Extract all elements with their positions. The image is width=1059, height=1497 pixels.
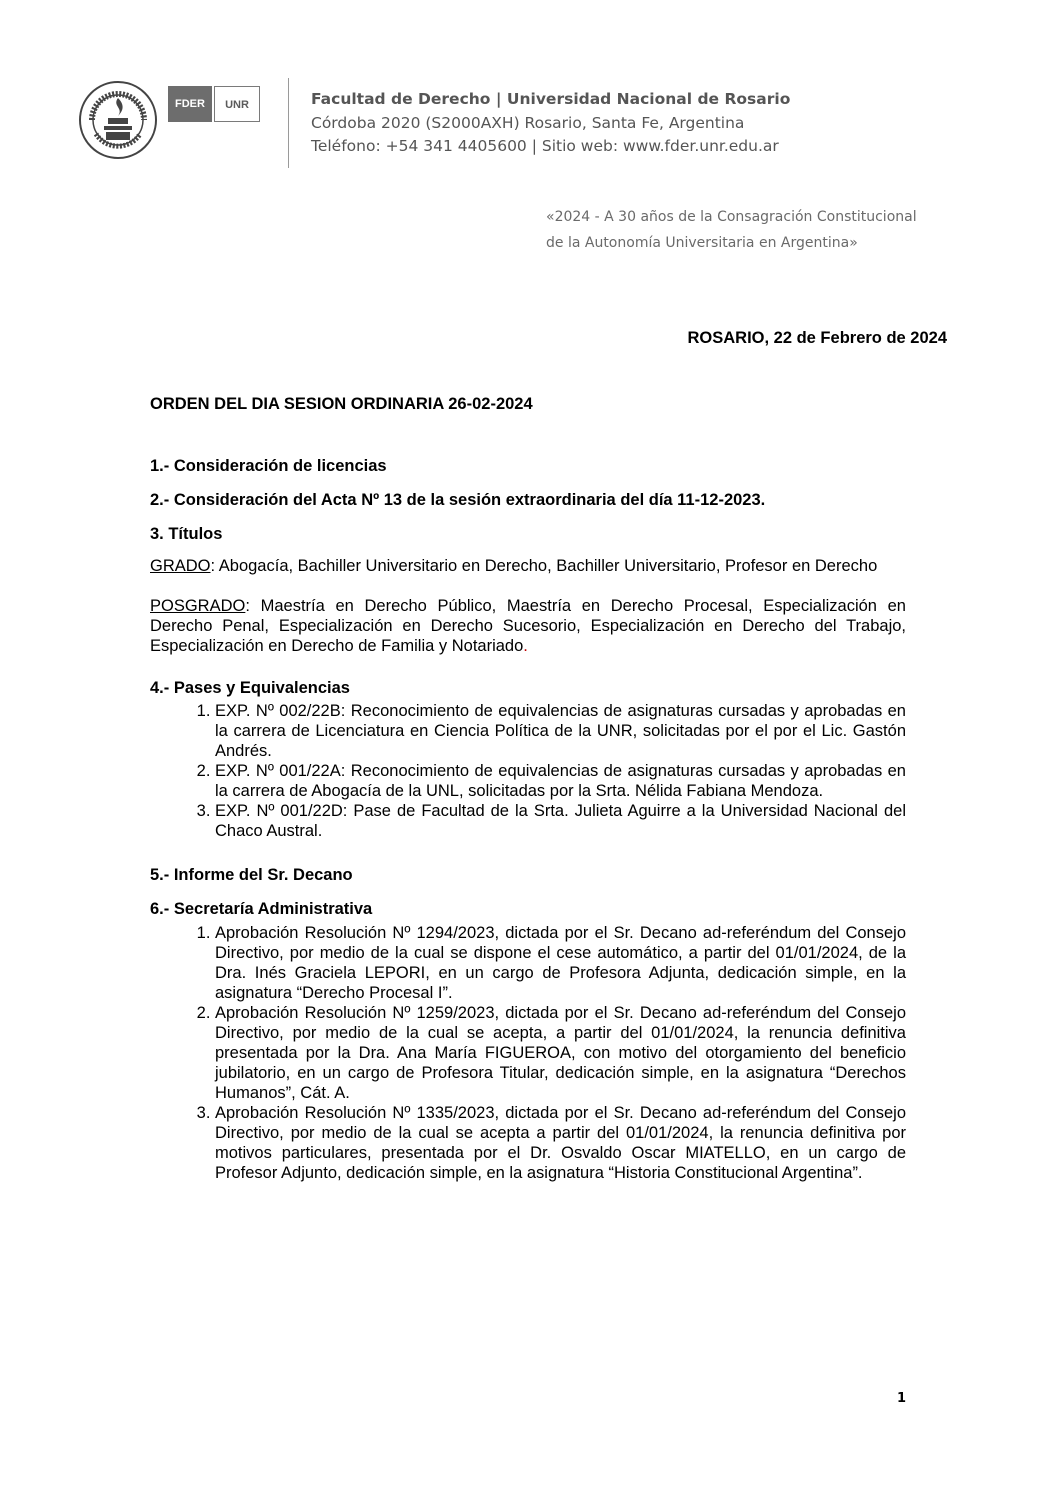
grado-label: GRADO — [150, 557, 211, 575]
posgrado-paragraph — [150, 596, 906, 656]
posgrado-label: POSGRADO — [150, 597, 246, 615]
section-4-heading: 4.- Pases y Equivalencias — [150, 679, 350, 697]
fder-badge: FDER — [168, 86, 212, 122]
list-item: 2. Aprobación Resolución Nº 1259/2023, dictada por el Sr. Decano ad-referéndum del Consejo Directivo, por medio de la cual se acepta, a partir del 01/01/2024, la renuncia definitiva presentada por la Dra. Ana María FIGUEROA, con motivo del otorgamiento del beneficio jubilatorio, en un cargo de Profesora Titular, dedicación simple, en la asignatura “Derechos Humanos”, Cát. A. — [215, 1003, 906, 1103]
institution-contact: Teléfono: +54 341 4405600 | Sitio web: www.fder.unr.edu.ar — [311, 137, 779, 155]
motto-line-1: «2024 - A 30 años de la Consagración Constitucional — [546, 209, 917, 225]
document-body — [150, 394, 906, 1183]
grado-text: : Abogacía, Bachiller Universitario en Derecho, Bachiller Universitario, Profesor en Derecho — [210, 557, 878, 575]
year-motto — [546, 204, 976, 256]
list-item: 1. Aprobación Resolución Nº 1294/2023, dictada por el Sr. Decano ad-referéndum del Consejo Directivo, por medio de la cual se dispone el cese automático, a partir del 01/01/2024, de la Dra. Inés Graciela LEPORI, en un cargo de Profesora Adjunta, dedicación simple, en la asignatura “Derecho Procesal I”. — [215, 923, 906, 1003]
document-title: ORDEN DEL DIA SESION ORDINARIA 26-02-2024 — [150, 395, 533, 413]
motto-line-2: de la Autonomía Universitaria en Argentina» — [546, 235, 858, 251]
university-seal-logo — [78, 80, 158, 160]
unr-badge: UNR — [214, 86, 260, 122]
list-item: 2. EXP. Nº 001/22A: Reconocimiento de equivalencias de asignaturas cursadas y aprobadas en la carrera de Abogacía de la UNL, solicitadas por la Srta. Nélida Fabiana Mendoza. — [215, 761, 906, 801]
page-number: 1 — [897, 1391, 907, 1406]
header-divider — [288, 78, 289, 168]
list-item: 3. EXP. Nº 001/22D: Pase de Facultad de la Srta. Julieta Aguirre a la Universidad Nacional del Chaco Austral. — [215, 801, 906, 841]
posgrado-end: . — [523, 637, 528, 655]
section-3-heading: 3. Títulos — [150, 525, 223, 543]
section-6-heading: 6.- Secretaría Administrativa — [150, 900, 373, 918]
institution-address: Córdoba 2020 (S2000AXH) Rosario, Santa Fe, Argentina — [311, 113, 745, 132]
section-4-list — [150, 701, 906, 841]
grado-paragraph — [150, 556, 906, 576]
section-6-list — [150, 923, 906, 1183]
list-item: 1. EXP. Nº 002/22B: Reconocimiento de equivalencias de asignaturas cursadas y aprobadas en la carrera de Licenciatura en Ciencia Política de la UNR, solicitadas por el por el Lic. Gastón Andrés. — [215, 701, 906, 761]
section-2-heading: 2.- Consideración del Acta Nº 13 de la sesión extraordinaria del día 11-12-2023. — [150, 491, 766, 509]
document-date: ROSARIO, 22 de Febrero de 2024 — [687, 329, 947, 347]
section-5-heading: 5.- Informe del Sr. Decano — [150, 866, 353, 884]
list-item: 3. Aprobación Resolución Nº 1335/2023, dictada por el Sr. Decano ad-referéndum del Consejo Directivo, por medio de la cual se acepta a partir del 01/01/2024, la renuncia definitiva por motivos particulares, presentada por el Dr. Osvaldo Oscar MIATELLO, en un cargo de Profesor Adjunto, dedicación simple, en la asignatura “Historia Constitucional Argentina”. — [215, 1103, 906, 1183]
institution-name: Facultad de Derecho | Universidad Nacional de Rosario — [311, 90, 791, 108]
institution-info — [311, 88, 871, 159]
posgrado-text: : Maestría en Derecho Público, Maestría en Derecho Procesal, Especialización en Derecho Penal, Especialización en Derecho Sucesorio, Especialización en Derecho del Trabajo, Especialización en Derecho de Familia y Notariado — [150, 597, 906, 655]
section-1-heading: 1.- Consideración de licencias — [150, 457, 387, 475]
